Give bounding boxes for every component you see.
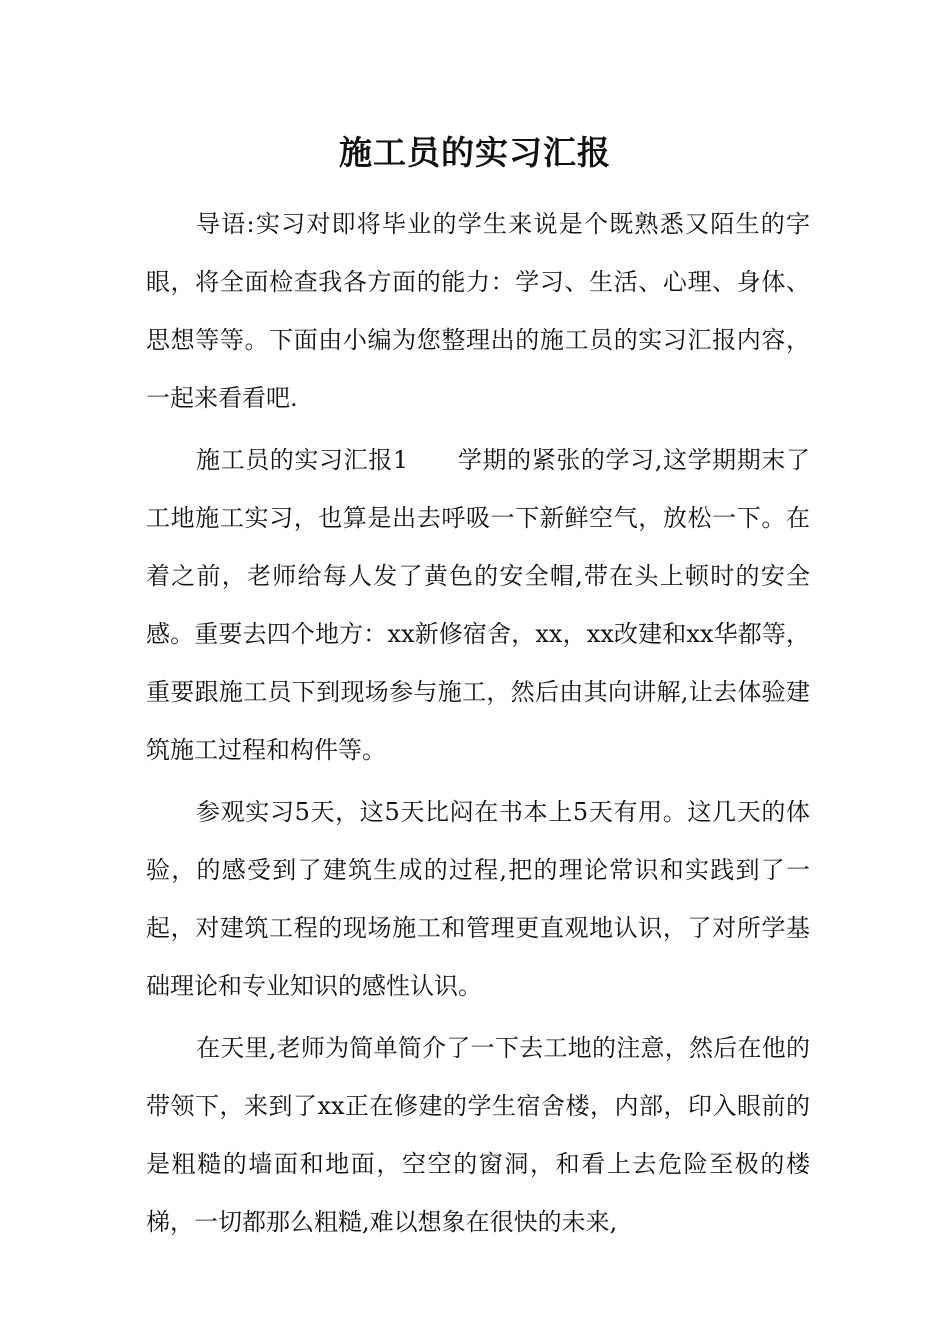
document-title: 施工员的实习汇报: [339, 133, 611, 172]
paragraph-intro: 导语:实习对即将毕业的学生来说是个既熟悉又陌生的字眼，将全面检查我各方面的能力：学习、生活、心理、身体、思想等等。下面由小编为您整理出的施工员的实习汇报内容，一起来看看吧.: [146, 210, 810, 412]
paragraph-visit: 参观实习5天，这5天比闷在书本上5天有用。这几天的体验，的感受到了建筑生成的过程,把的理论常识和实践到了一起，对建筑工程的现场施工和管理更直观地认识，了对所学基础理论和专业知识的感性认识。: [146, 798, 810, 1000]
paragraph-report-1: 施工员的实习汇报1 学期的紧张的学习,这学期期末了工地施工实习，也算是出去呼吸一下新鲜空气，放松一下。在着之前，老师给每人发了黄色的安全帽,带在头上顿时的安全感。重要去四个地方：xx新修宿舍，xx，xx改建和xx华都等，重要跟施工员下到现场参与施工，然后由其向讲解,让去体验建筑施工过程和构件等。: [146, 446, 810, 764]
document-body: [146, 195, 810, 1251]
paragraph-first-day: 在天里,老师为简单简介了一下去工地的注意，然后在他的带领下，来到了xx正在修建的学生宿舍楼，内部，印入眼前的是粗糙的墙面和地面，空空的窗洞，和看上去危险至极的楼梯，一切都那么粗糙,难以想象在很快的未来,: [146, 1034, 810, 1236]
